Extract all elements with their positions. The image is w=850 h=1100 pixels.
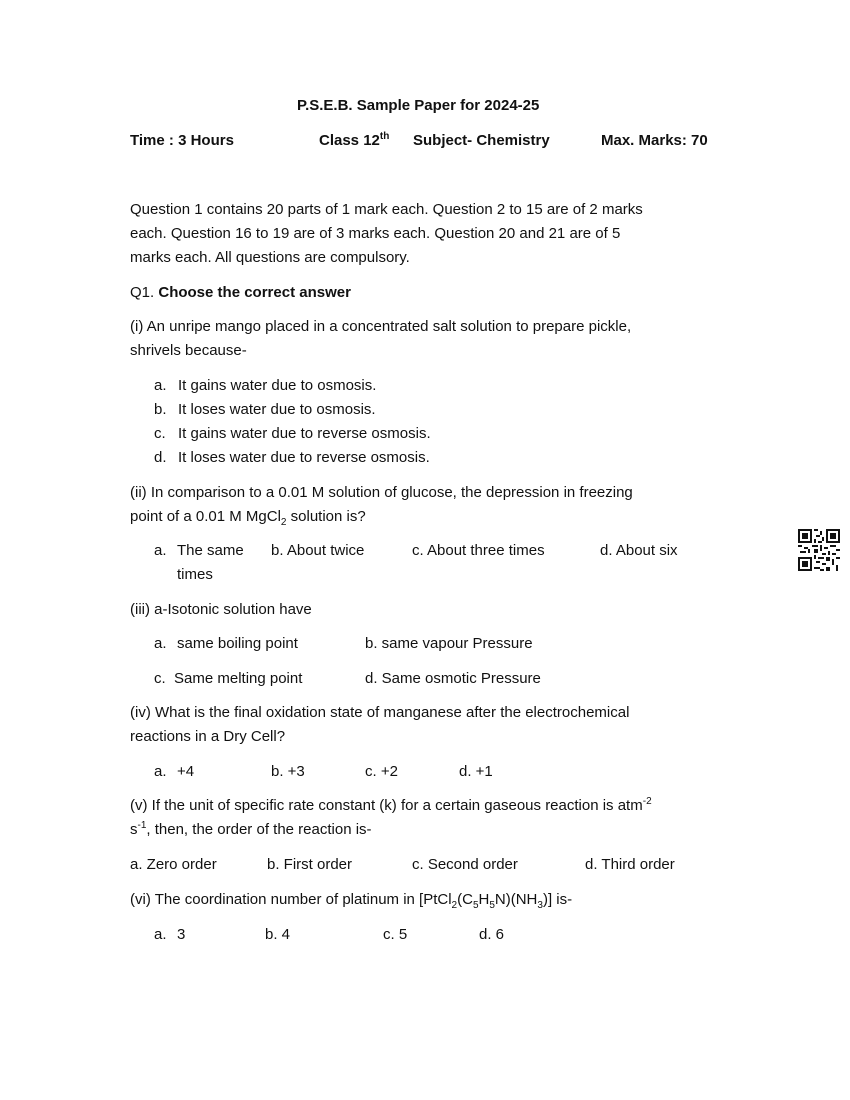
qvi-option-a: 3 — [177, 926, 186, 943]
qvi-sub-3: 5 — [489, 900, 495, 911]
qiii-option-a-label: a. — [154, 635, 167, 652]
qi-option-c-label: c. — [154, 425, 166, 442]
paper-title: P.S.E.B. Sample Paper for 2024-25 — [297, 97, 540, 114]
qvi-text-c: H — [478, 891, 490, 908]
qiv-option-a-label: a. — [154, 763, 167, 780]
question-v-line-2 — [130, 820, 372, 840]
qiii-option-c-label: c. — [154, 670, 166, 687]
question-iii-line-1: (iii) a-Isotonic solution have — [130, 601, 312, 618]
qvi-option-a-label: a. — [154, 926, 167, 943]
qv-option-d: d. Third order — [585, 856, 675, 873]
qiii-option-b: b. same vapour Pressure — [365, 635, 533, 652]
question-i-line-2: shrivels because- — [130, 342, 247, 359]
qv-option-b: b. First order — [267, 856, 353, 873]
qiv-option-c: c. +2 — [365, 763, 398, 780]
question-i-line-1: (i) An unripe mango placed in a concentrated salt solution to prepare pickle, — [130, 318, 632, 335]
qiv-option-b: b. +3 — [271, 763, 305, 780]
qii-option-a-label: a. — [154, 542, 167, 559]
qvi-sub-2: 5 — [472, 900, 479, 911]
qvi-text-b: (C — [457, 891, 473, 908]
qvi-sub-1: 2 — [451, 900, 458, 911]
qii-text-a: point of a 0.01 M MgCl — [130, 508, 281, 525]
qii-option-a: The same — [177, 542, 244, 559]
qiv-option-a: +4 — [177, 763, 195, 780]
q1-title: Choose the correct answer — [158, 284, 351, 301]
qi-option-b-label: b. — [154, 401, 167, 418]
qvi-option-d: d. 6 — [479, 926, 505, 943]
question-vi-line-1 — [130, 890, 572, 910]
question-ii-line-1: (ii) In comparison to a 0.01 M solution of glucose, the depression in freezing — [130, 484, 633, 501]
qv-option-a: a. Zero order — [130, 856, 217, 873]
question-iv-line-1: (iv) What is the final oxidation state of manganese after the electrochemical — [130, 704, 630, 721]
class-superscript: th — [379, 131, 390, 142]
qv-unit-s: s — [130, 821, 138, 838]
class-text: Class 12 — [319, 132, 380, 149]
instructions-line-1: Question 1 contains 20 parts of 1 mark each. Question 2 to 15 are of 2 marks — [130, 201, 643, 218]
question-iv-line-2: reactions in a Dry Cell? — [130, 728, 286, 745]
class-label — [319, 131, 389, 151]
subject-label: Subject- Chemistry — [413, 132, 550, 149]
q1-heading — [130, 283, 351, 303]
qi-option-b: It loses water due to osmosis. — [178, 401, 376, 418]
qv-text-rest: , then, the order of the reaction is- — [146, 821, 372, 838]
max-marks-label: Max. Marks: 70 — [601, 132, 708, 149]
question-ii-line-2 — [130, 507, 366, 527]
q1-label: Q1. — [130, 284, 159, 301]
qi-option-a-label: a. — [154, 377, 167, 394]
qii-option-d: d. About six — [600, 542, 678, 559]
qi-option-d: It loses water due to reverse osmosis. — [178, 449, 430, 466]
question-v-line-1 — [130, 796, 652, 816]
qii-option-b: b. About twice — [271, 542, 365, 559]
qi-option-c: It gains water due to reverse osmosis. — [178, 425, 431, 442]
qiii-option-c: Same melting point — [174, 670, 303, 687]
qvi-sub-4: 3 — [537, 900, 543, 911]
time-label: Time : 3 Hours — [130, 132, 234, 149]
qi-option-d-label: d. — [154, 449, 167, 466]
qii-option-c: c. About three times — [412, 542, 545, 559]
qvi-text-a: (vi) The coordination number of platinum in [PtCl — [130, 891, 452, 908]
qvi-text-d: N)(NH — [494, 891, 538, 908]
qvi-text-e: )] is- — [542, 891, 573, 908]
instructions-line-2: each. Question 16 to 19 are of 3 marks each. Question 20 and 21 are of 5 — [130, 225, 621, 242]
qiii-option-d: d. Same osmotic Pressure — [365, 670, 541, 687]
qvi-option-b: b. 4 — [265, 926, 291, 943]
qr-code-icon — [798, 529, 840, 571]
qi-option-a: It gains water due to osmosis. — [178, 377, 377, 394]
qvi-option-c: c. 5 — [383, 926, 408, 943]
instructions-line-3: marks each. All questions are compulsory. — [130, 249, 410, 266]
qv-superscript-1: -2 — [642, 796, 652, 807]
qiv-option-d: d. +1 — [459, 763, 493, 780]
qii-subscript: 2 — [280, 517, 287, 528]
qv-superscript-2: -1 — [137, 820, 147, 831]
qv-option-c: c. Second order — [412, 856, 518, 873]
qiii-option-a: same boiling point — [177, 635, 298, 652]
qii-text-b: solution is? — [286, 508, 366, 525]
qii-option-a-continued: times — [177, 566, 213, 583]
qv-text: (v) If the unit of specific rate constant (k) for a certain gaseous reaction is atm — [130, 797, 643, 814]
